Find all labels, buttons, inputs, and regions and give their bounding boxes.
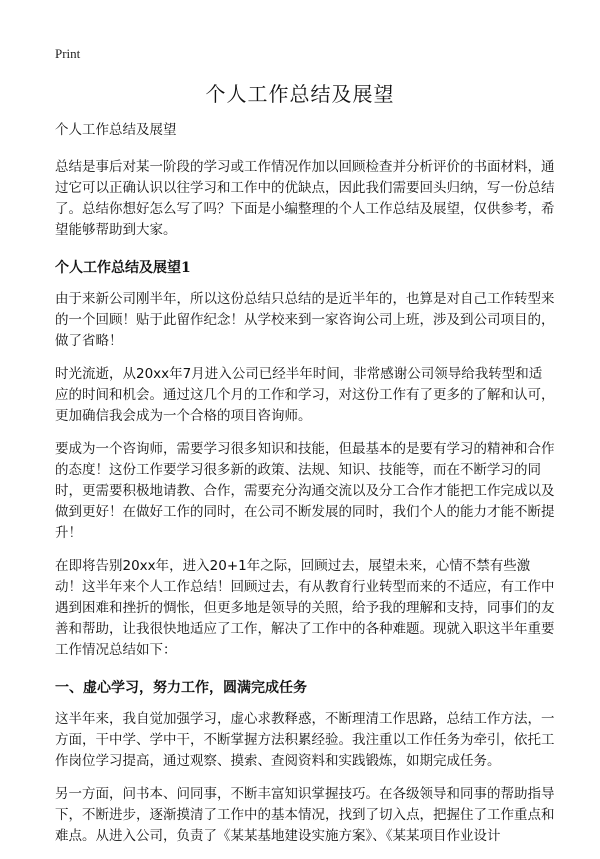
section-heading-1: 个人工作总结及展望1 — [55, 260, 191, 276]
body-paragraph: 另一方面，问书本、问同事，不断丰富知识掌握技巧。在各级领导和同事的帮助指导下，不断进步，逐渐摸清了工作中的基本情况，找到了切入点，把握住了工作重点和难点。从进入公司，负责了《某某基地建设实施方案》、《某某项目作业设计 — [55, 786, 555, 844]
document-subtitle: 个人工作总结及展望 — [55, 122, 177, 138]
body-paragraph: 这半年来，我自觉加强学习，虚心求教释惑，不断理清工作思路，总结工作方法，一方面，干中学、学中干，不断掌握方法积累经验。我注重以工作任务为牵引，依托工作岗位学习提高，通过观察、摸索、查阅资料和实践锻炼，如期完成任务。 — [55, 711, 555, 769]
body-paragraph: 要成为一个咨询师，需要学习很多知识和技能，但最基本的是要有学习的精神和合作的态度！这份工作要学习很多新的政策、法规、知识、技能等，而在不断学习的同时，更需要积极地请教、合作，需要充分沟通交流以及分工合作才能把工作完成以及做到更好！在做好工作的同时，在公司不断发展的同时，我们个人的能力才能不断提升！ — [55, 441, 555, 541]
section-heading-2: 一、虚心学习，努力工作，圆满完成任务 — [55, 680, 307, 696]
body-paragraph: 时光流逝，从20xx年7月进入公司已经半年时间，非常感谢公司领导给我转型和适应的时间和机会。通过这几个月的工作和学习，对这份工作有了更多的了解和认可，更加确信我会成为一个合格的项目咨询师。 — [55, 366, 555, 424]
body-paragraph: 由于来新公司刚半年，所以这份总结只总结的是近半年的，也算是对自己工作转型来的一个回顾！贴于此留作纪念！从学校来到一家咨询公司上班，涉及到公司项目的，做了省略！ — [55, 291, 555, 349]
body-paragraph: 在即将告别20xx年，进入20+1年之际，回顾过去，展望未来，心情不禁有些激动！这半年来个人工作总结！回顾过去，有从教育行业转型而来的不适应，有工作中遇到困难和挫折的惆怅，但更多地是领导的关照，给予我的理解和支持，同事们的友善和帮助，让我很快地适应了工作，解决了工作中的各种难题。现就入职这半年重要工作情况总结如下： — [55, 558, 555, 658]
document-body — [55, 120, 555, 859]
print-link[interactable]: Print — [55, 46, 81, 61]
intro-paragraph: 总结是事后对某一阶段的学习或工作情况作加以回顾检查并分析评价的书面材料，通过它可以正确认识以往学习和工作中的优缺点，因此我们需要回头归纳，写一份总结了。总结你想好怎么写了吗？下面是小编整理的个人工作总结及展望，仅供参考，希望能够帮助到大家。 — [55, 159, 555, 238]
document-title: 个人工作总结及展望 — [205, 82, 395, 106]
